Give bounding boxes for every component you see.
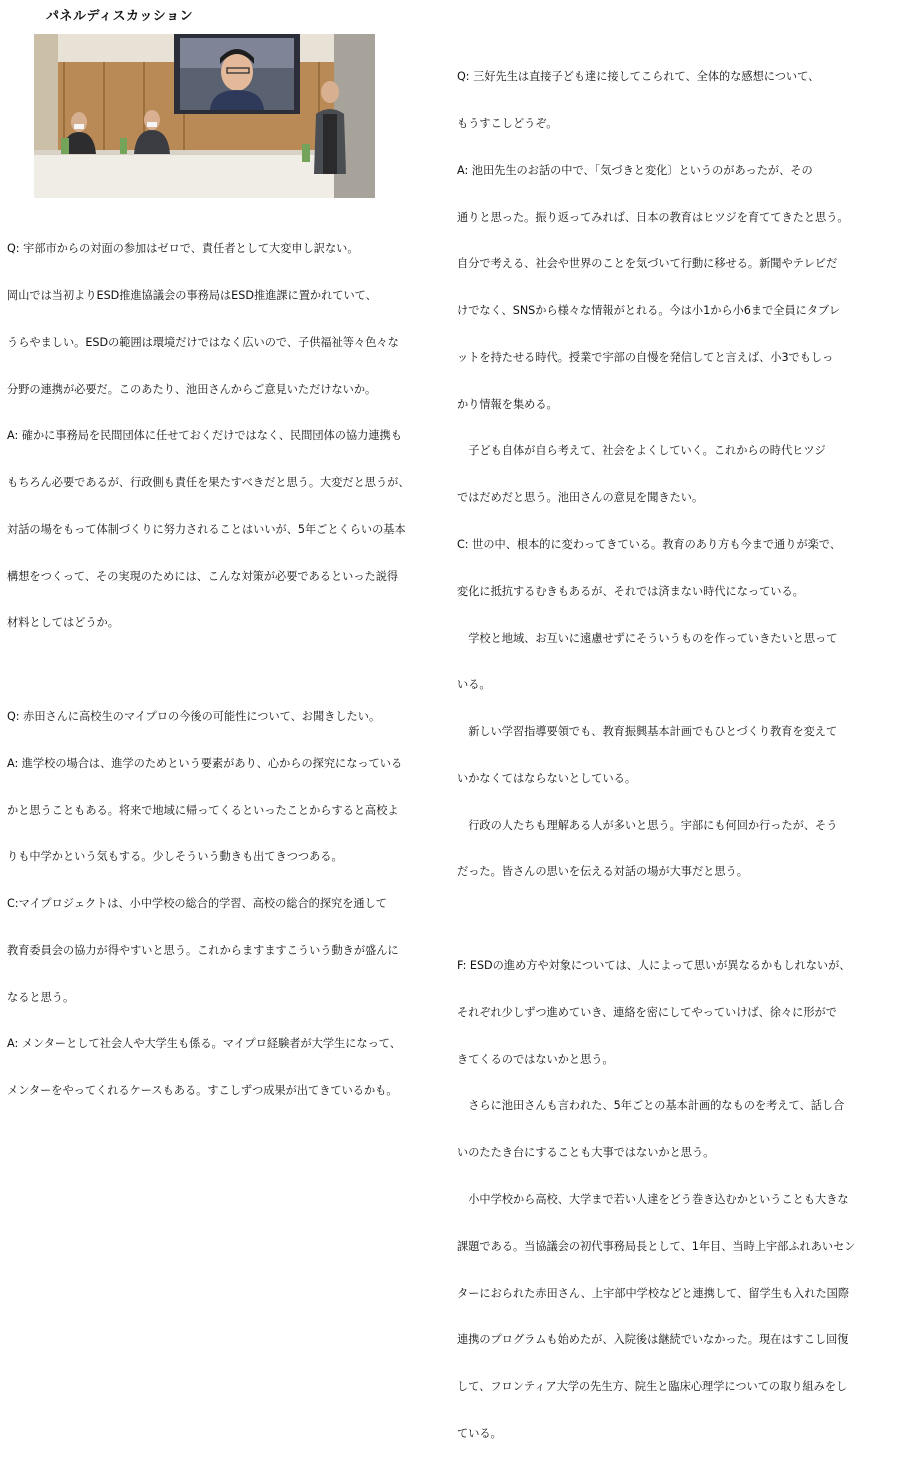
panel-discussion-photo (34, 34, 375, 198)
text-line: 変化に抵抗するむきもあるが、それでは済まない時代になっている。 (457, 584, 804, 598)
text-line: 構想をつくって、その実現のためには、こんな対策が必要であるといった説得 (7, 569, 399, 583)
text-line: 自分で考える、社会や世界のことを気づいて行動に移せる。新聞やテレビだ (457, 257, 838, 271)
text-line: さらに池田さんも言われた、5年ごとの基本計画的なものを考えて、話し合 (457, 1099, 845, 1113)
text-line: きてくるのではないかと思う。 (457, 1052, 614, 1066)
page-title: パネルディスカッション (46, 9, 194, 24)
text-line: ターにおられた赤田さん、上宇部中学校などと連携して、留学生も入れた国際 (457, 1286, 850, 1300)
text-line: 学校と地域、お互いに遠慮せずにそういうものを作っていきたいと思って (457, 631, 838, 645)
text-line: 課題である。当協議会の初代事務局長として、1年目、当時上宇部ふれあいセン (457, 1239, 856, 1253)
right-column (457, 38, 897, 1457)
text-line: いかなくてはならないとしている。 (457, 771, 637, 785)
text-line: けでなく、SNSから様々な情報がとれる。今は小1から小6まで全員にタブレ (457, 304, 840, 318)
text-line: 行政の人たちも理解ある人が多いと思う。宇部にも何回か行ったが、そう (457, 818, 838, 832)
text-line: ットを持たせる時代。授業で宇部の自慢を発信してと言えば、小3でもしっ (457, 350, 834, 364)
text-line: F: ESDの進め方や対象については、人によって思いが異なるかもしれないが、 (457, 959, 851, 973)
text-line: Q: 宇部市からの対面の参加はゼロで、責任者として大変申し訳ない。 (7, 242, 359, 256)
text-line: もちろん必要であるが、行政側も責任を果たすべきだと思う。大変だと思うが、 (7, 476, 410, 490)
text-line: メンターをやってくれるケースもある。すこしずつ成果が出てきているかも。 (7, 1084, 398, 1098)
text-line: 通りと思った。振り返ってみれば、日本の教育はヒツジを育ててきたと思う。 (457, 210, 849, 224)
text-line: 連携のプログラムも始めたが、入院後は継続でいなかった。現在はすこし回復 (457, 1333, 849, 1347)
left-column (7, 210, 437, 1114)
text-line: 岡山では当初よりESD推進協議会の事務局はESD推進課に置かれていて、 (7, 288, 377, 302)
text-line: Q: 赤田さんに高校生のマイプロの今後の可能性について、お聞きしたい。 (7, 710, 381, 723)
text-line: A: 確かに事務局を民間団体に任せておくだけではなく、民間団体の協力連携も (7, 429, 402, 443)
text-line: C:マイプロジェクトは、小中学校の総合的学習、高校の総合的探究を通して (7, 897, 387, 911)
text-line: A: 進学校の場合は、進学のためという要素があり、心からの探究になっている (7, 756, 403, 770)
text-line: いのたたき台にすることも大事ではないかと思う。 (457, 1146, 715, 1160)
text-line: 対話の場をもって体制づくりに努力されることはいいが、5年ごとくらいの基本 (7, 522, 406, 536)
text-line: それぞれ少しずつ進めていき、連絡を密にしてやっていけば、徐々に形がで (457, 1005, 837, 1019)
text-line: かと思うこともある。将来で地域に帰ってくるといったことからすると高校よ (7, 803, 399, 817)
text-line: うらやましい。ESDの範囲は環境だけではなく広いので、子供福祉等々色々な (7, 335, 399, 349)
text-line: りも中学かという気もする。少しそういう動きも出てきつつある。 (7, 850, 343, 864)
text-line: だった。皆さんの思いを伝える対話の場が大事だと思う。 (457, 865, 748, 879)
text-line: して、フロンティア大学の先生方、院生と臨床心理学についての取り組みをし (457, 1380, 848, 1394)
paragraph-gap (7, 662, 437, 678)
text-line: A: 池田先生のお話の中で、「気づきと変化〕というのがあったが、その (457, 163, 813, 177)
paragraph-gap (457, 911, 897, 927)
text-line: Q: 三好先生は直接子ども達に接してこられて、全体的な感想について、 (457, 70, 820, 84)
text-line: かり情報を集める。 (457, 397, 558, 411)
text-line: 教育委員会の協力が得やすいと思う。これからますますこういう動きが盛んに (7, 943, 399, 957)
text-line: A: メンターとして社会人や大学生も係る。マイプロ経験者が大学生になって、 (7, 1037, 401, 1051)
text-line: いる。 (457, 678, 491, 692)
text-line: C: 世の中、根本的に変わってきている。教育のあり方も今まで通りが楽で、 (457, 538, 841, 551)
text-line: もうすこしどうぞ。 (457, 116, 558, 130)
text-line: 新しい学習指導要領でも、教育振興基本計画でもひとづくり教育を変えて (457, 725, 838, 739)
text-line: なると思う。 (7, 990, 75, 1004)
panel-photo-illustration (34, 34, 375, 198)
text-line: ている。 (457, 1426, 502, 1440)
text-line: 分野の連携が必要だ。このあたり、池田さんからご意見いただけないか。 (7, 382, 377, 396)
text-line: 小中学校から高校、大学まで若い人達をどう巻き込むかということも大きな (457, 1192, 849, 1206)
text-line: 材料としてはどうか。 (7, 616, 119, 630)
text-line: 子ども自体が自ら考えて、社会をよくしていく。これからの時代ヒツジ (457, 444, 826, 458)
text-line: ではだめだと思う。池田さんの意見を聞きたい。 (457, 491, 704, 505)
